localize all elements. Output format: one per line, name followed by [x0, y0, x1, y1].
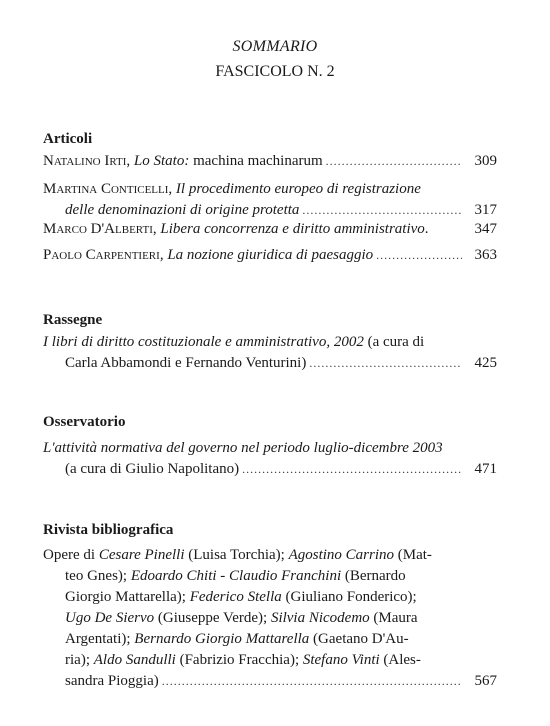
leader-dots	[326, 151, 462, 172]
page-number: 347	[474, 221, 497, 237]
entry-title: L'attività normativa del governo nel periodo luglio-dicembre 2003	[43, 440, 443, 456]
toc-title: SOMMARIO	[232, 38, 318, 55]
toc-entry-rassegne[interactable]: I libri di diritto costituzionale e amministrativo, 2002 (a cura di Carla Abbamondi e Fernando Venturini) ..... 425	[43, 332, 497, 374]
entry-title: Libera concorrenza e diritto amministrativo	[160, 221, 425, 237]
leader-dots	[302, 200, 462, 221]
section-heading-rivista-bibliografica: Rivista bibliografica	[43, 522, 174, 538]
page-number: 363	[474, 247, 497, 263]
page-number: 317	[474, 202, 497, 218]
entry-curators: (a cura di Giulio Napolitano)	[65, 461, 240, 477]
toc-entry-conticelli[interactable]: Martina Conticelli, Il procedimento europeo di registrazione delle denominazioni di origine protetta ..... 317	[43, 179, 497, 221]
section-heading-osservatorio: Osservatorio	[43, 414, 126, 430]
entry-curators: Carla Abbamondi e Fernando Venturini)	[65, 355, 307, 371]
entry-author: Marco D'Alberti	[43, 221, 153, 237]
leader-dots	[162, 671, 462, 692]
entry-author: Paolo Carpentieri	[43, 247, 160, 263]
entry-title: La nozione giuridica di paesaggio	[167, 247, 374, 263]
leader-dots	[376, 245, 462, 266]
toc-entry-rivista[interactable]: Opere di Cesare Pinelli (Luisa Torchia); Agostino Carrino (Mat- teo Gnes); Edoardo Chiti - Claudio Franchini (Bernardo Giorgio Mattarella); Federico Stella (Giuliano Fonderico); Ugo De Siervo (Giuseppe Verde); Silvia Nicodemo (Maura Argentati); Bernardo Giorgio Mattarella (Gaetano D'Au- ria); Aldo Sandulli (Fabrizio Fracchia); Stefano Vinti (Ales- sandra Pioggia) ..... 567	[43, 545, 497, 692]
entry-title: Il procedimento europeo di registrazione	[175, 181, 421, 197]
leader-dots	[309, 353, 462, 374]
toc-entry-irti[interactable]: Natalino Irti, Lo Stato: machina machinarum ..... 309	[43, 151, 497, 172]
page-number: 567	[474, 673, 497, 689]
entry-title: Lo Stato:	[133, 153, 190, 169]
issue-label: FASCICOLO N. 2	[215, 63, 335, 80]
entry-title: I libri di diritto costituzionale e amministrativo, 2002	[43, 334, 364, 350]
entry-subtitle: machina machinarum	[189, 153, 323, 169]
toc-entry-carpentieri[interactable]: Paolo Carpentieri, La nozione giuridica di paesaggio ..... 363	[43, 245, 497, 266]
entry-title-cont: delle denominazioni di origine protetta	[65, 202, 300, 218]
entry-author: Martina Conticelli	[43, 181, 169, 197]
toc-entry-osservatorio[interactable]	[43, 438, 497, 480]
page-number: 425	[474, 355, 497, 371]
section-heading-articoli: Articoli	[43, 131, 93, 147]
page-number: 309	[474, 153, 497, 169]
toc-entry-dalberti[interactable]: Marco D'Alberti, Libera concorrenza e diritto amministrativo. 347	[43, 219, 497, 240]
page-number: 471	[474, 461, 497, 477]
entry-author: Natalino Irti	[43, 153, 127, 169]
section-heading-rassegne: Rassegne	[43, 312, 103, 328]
leader-dots	[242, 459, 462, 480]
